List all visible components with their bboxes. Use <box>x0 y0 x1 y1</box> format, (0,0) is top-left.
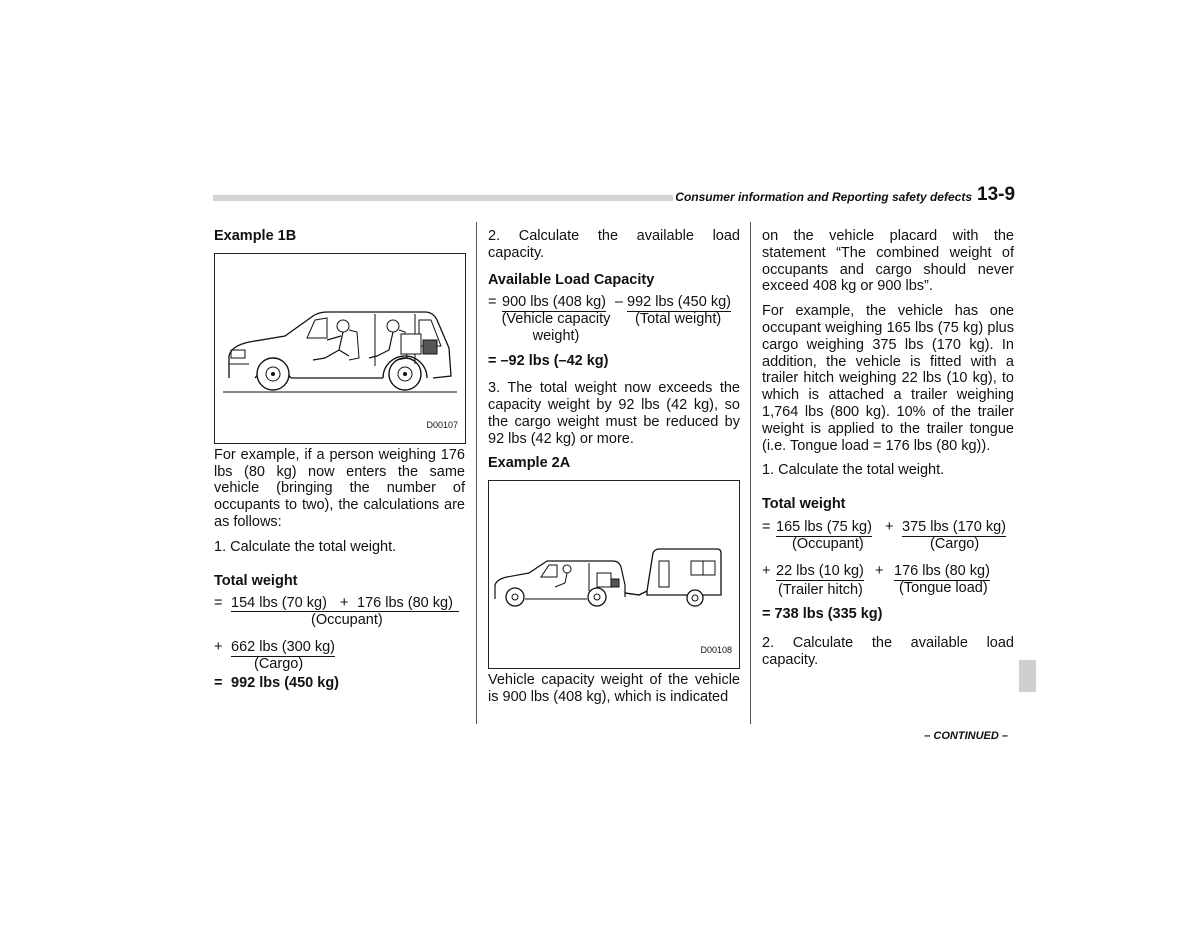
equation-label-2: (Cargo) <box>254 656 304 673</box>
available-load-capacity-label: Available Load Capacity <box>488 271 655 288</box>
example-2a-heading: Example 2A <box>488 455 571 472</box>
equation-labels-2: (Trailer hitch) (Tongue load) <box>778 579 988 598</box>
total-weight-result: = 738 lbs (335 kg) <box>762 605 883 622</box>
step-2: 2. Calculate the available load capacity. <box>488 228 740 261</box>
chapter-thumb-tab <box>1019 660 1036 692</box>
section-title: Consumer information and Reporting safety defects <box>675 190 972 204</box>
vehicle-capacity-paragraph: Vehicle capacity weight of the vehicle is 900 lbs (408 kg), which is indicated <box>488 672 740 705</box>
figure-d00107 <box>214 253 466 444</box>
result-line: = 992 lbs (450 kg) <box>214 675 339 692</box>
alc-equation: = 900 lbs (408 kg) – 992 lbs (450 kg) <box>488 294 731 311</box>
alc-equation-labels: (Vehicle capacity weight) (Total weight) <box>501 311 722 345</box>
figure-code: D00108 <box>700 645 732 656</box>
equation-line-1: = 154 lbs (70 kg) + 176 lbs (80 kg) <box>214 595 465 612</box>
suv-side-view-illustration <box>215 254 465 443</box>
step-1: 1. Calculate the total weight. <box>762 462 945 479</box>
placard-paragraph: on the vehicle placard with the statement “The combined weight of occupants and cargo should never exceed 408 kg or 900 lbs”. <box>762 228 1014 295</box>
header-rule <box>213 195 673 201</box>
total-weight-label: Total weight <box>214 572 298 589</box>
equation-line-1: = 165 lbs (75 kg) + 375 lbs (170 kg) <box>762 518 1006 535</box>
column-divider-left <box>476 222 477 724</box>
column-2 <box>488 228 740 706</box>
example-1b-heading: Example 1B <box>214 228 297 244</box>
figure-d00108 <box>488 480 740 669</box>
equation-line-2: + 662 lbs (300 kg) <box>214 639 335 656</box>
equation-label-1: (Occupant) <box>311 612 383 629</box>
column-3 <box>762 228 1014 668</box>
example-2a-paragraph: For example, the vehicle has one occupant weighing 165 lbs (75 kg) plus cargo weighing 375 lbs (170 kg). In addition, the vehicle is fitted with a trailer hitch weighing 22 lbs (10 kg), to which is attached a trailer weighing 1,764 lbs (800 kg). 10% of the trailer weight is applied to the trailer tongue (i.e. Tongue load = 176 lbs (80 kg)). <box>762 303 1014 454</box>
continued-label: – CONTINUED – <box>924 730 1008 742</box>
step-1: 1. Calculate the total weight. <box>214 538 397 555</box>
column-1 <box>214 228 465 692</box>
equation-labels-1: (Occupant) (Cargo) <box>792 535 980 552</box>
page-number: 13-9 <box>977 184 1016 205</box>
column-divider-right <box>750 222 751 724</box>
suv-towing-trailer-illustration <box>489 481 739 668</box>
equation-line-2: + 22 lbs (10 kg) + 176 lbs (80 kg) <box>762 562 990 579</box>
figure-code: D00107 <box>426 420 458 430</box>
step-2: 2. Calculate the available load capacity. <box>762 634 1014 668</box>
example-paragraph: For example, if a person weighing 176 lbs (80 kg) now enters the same vehicle (bringing the number of occupants to two), the calculations are as follows: <box>214 446 465 530</box>
alc-result: = –92 lbs (–42 kg) <box>488 353 609 370</box>
step-3: 3. The total weight now exceeds the capacity weight by 92 lbs (42 kg), so the cargo weight must be reduced by 92 lbs (42 kg) or more. <box>488 380 740 447</box>
total-weight-label: Total weight <box>762 496 846 513</box>
